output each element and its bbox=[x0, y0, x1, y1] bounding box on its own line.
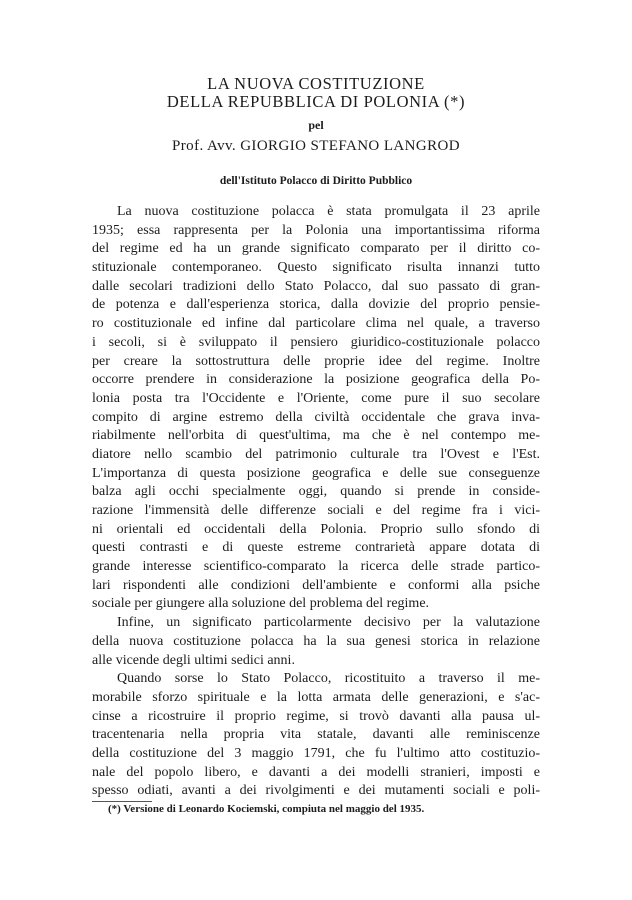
text-line: morabile sforzo spirituale e la lotta armata delle generazioni, e s'ac- bbox=[92, 689, 540, 705]
author-affiliation: dell'Istituto Polacco di Diritto Pubblico bbox=[219, 175, 413, 187]
text-line: 1935; essa rappresenta per la Polonia una importantissima riforma bbox=[92, 222, 540, 238]
title-line-2: DELLA REPUBBLICA DI POLONIA (*) bbox=[166, 92, 466, 111]
text-line: lari rispondenti alle condizioni dell'ambiente e conformi alla psiche bbox=[92, 577, 540, 593]
text-line: del regime ed ha un grande significato comparato per il diritto co- bbox=[92, 241, 540, 257]
text-line: La nuova costituzione polacca è stata promulgata il 23 aprile bbox=[117, 204, 540, 219]
text-line: riabilmente nell'orbita di quest'ultima, ma che è nel contempo me- bbox=[92, 428, 540, 444]
text-line: per creare la sottostruttura delle proprie idee del regime. Inoltre bbox=[92, 353, 540, 369]
text-line: cinse a ricostruire il proprio regime, si trovò davanti alla pausa ul- bbox=[92, 708, 540, 724]
text-line: della costituzione del 3 maggio 1791, che fu l'ultimo atto costituzio- bbox=[92, 745, 540, 761]
text-line: spesso odiati, avanti a dei rivolgimenti e dei mutamenti sociali e poli- bbox=[92, 783, 540, 799]
text-line: Infine, un significato particolarmente decisivo per la valutazione bbox=[117, 615, 540, 631]
text-line: L'importanza di questa posizione geografica e delle sue conseguenze bbox=[92, 465, 540, 481]
text-line: ro costituzionale ed infine dal particolare clima nel quale, a traverso bbox=[92, 316, 540, 332]
text-line: diatore nello scambio del patrimonio culturale tra l'Ovest e l'Est. bbox=[92, 446, 540, 462]
body-text bbox=[92, 203, 540, 801]
title-line-1: LA NUOVA COSTITUZIONE bbox=[207, 74, 425, 93]
text-line: occorre prendere in considerazione la posizione geografica della Po- bbox=[92, 372, 540, 388]
text-line: sociale per giungere alla soluzione del problema del regime. bbox=[92, 596, 430, 612]
text-line: dalle secolari tradizioni dello Stato Polacco, dal suo passato di gran- bbox=[92, 278, 540, 294]
text-line: grande interesse scientifico-comparato la ricerca delle strade partico- bbox=[92, 559, 540, 575]
text-line: balza agli occhi specialmente oggi, quando si prende in conside- bbox=[92, 484, 540, 500]
text-line: della nuova costituzione polacca ha la sua genesi storica in relazione bbox=[92, 633, 540, 649]
text-line: questi contrasti e di queste estreme contrarietà appare dotata di bbox=[92, 540, 540, 556]
text-line: nale del popolo libero, e davanti a dei modelli stranieri, imposti e bbox=[92, 764, 540, 780]
text-line: stituzionale contemporaneo. Questo significato risulta innanzi tutto bbox=[92, 260, 540, 276]
text-line: ni orientali ed occidentali della Polonia. Proprio sullo sfondo di bbox=[92, 521, 540, 537]
text-line: razione l'immensità delle differenze sociali e del regime fra i vici- bbox=[92, 503, 540, 518]
text-line: tracentenaria nella propria vita statale, davanti alle reminiscenze bbox=[92, 727, 540, 743]
text-line: de potenza e dall'esperienza storica, dalla dovizie del proprio pensie- bbox=[92, 297, 540, 313]
footnote-divider bbox=[92, 801, 152, 802]
text-line: Quando sorse lo Stato Polacco, ricostituito a traverso il me- bbox=[117, 671, 540, 687]
text-line: lonia posta tra l'Occidente e l'Oriente, come pure il suo secolare bbox=[92, 390, 540, 406]
byline-preposition: pel bbox=[308, 118, 324, 132]
text-line: i secoli, si è sviluppato il pensiero giuridico-costituzionale polacco bbox=[92, 334, 540, 350]
text-line: alle vicende degli ultimi sedici anni. bbox=[92, 652, 295, 668]
footnote: (*) Versione di Leonardo Kociemski, compiuta nel maggio del 1935. bbox=[108, 803, 425, 815]
author-name: Prof. Avv. GIORGIO STEFANO LANGROD bbox=[172, 138, 460, 154]
text-line: compito di argine estremo della civiltà occidentale che grava inva- bbox=[92, 409, 540, 425]
